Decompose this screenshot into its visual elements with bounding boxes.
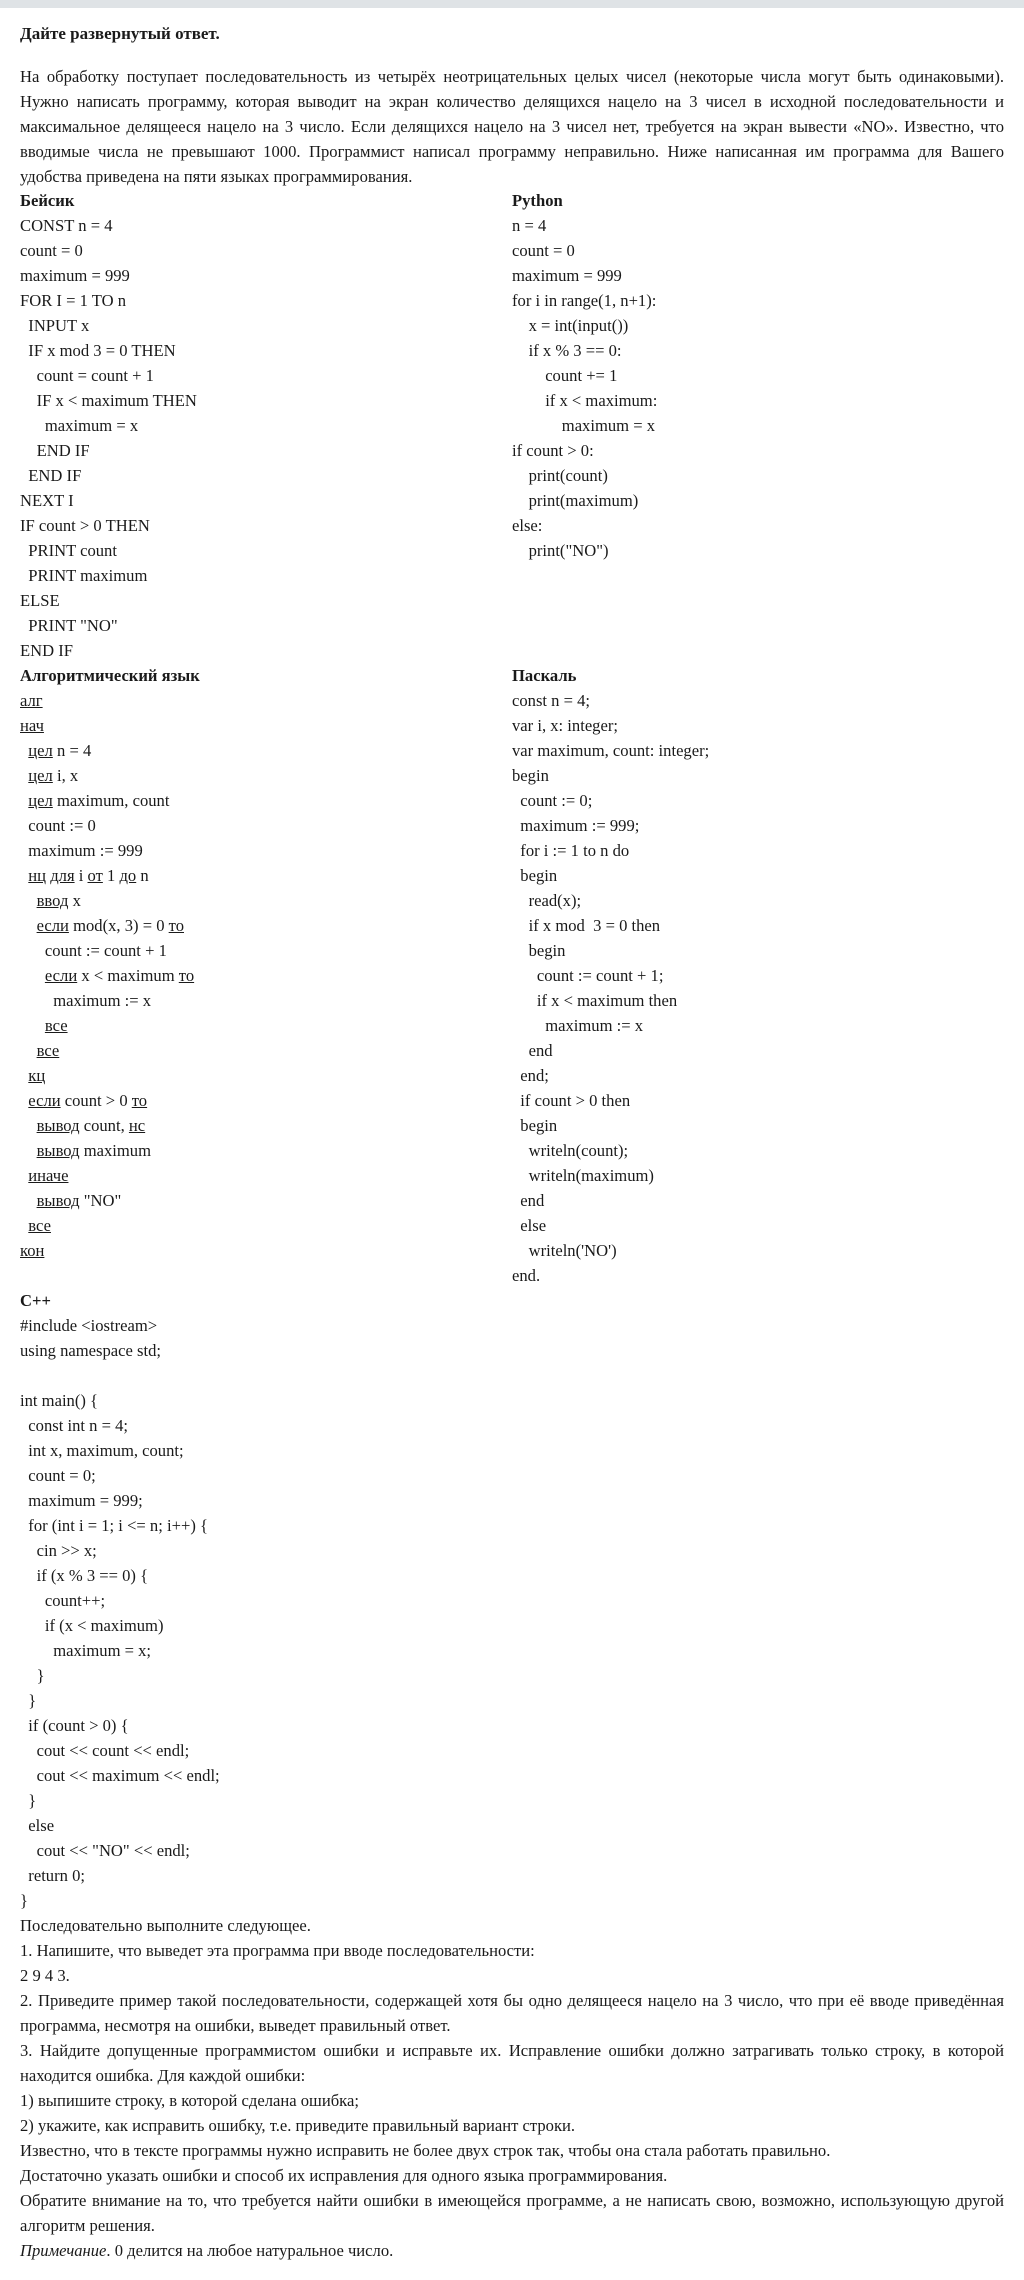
- pascal-code-line: end: [512, 1041, 553, 1060]
- cpp-code-line: if (x % 3 == 0) {: [20, 1566, 149, 1585]
- algo-code-line: нач: [20, 716, 44, 735]
- note-two-lines: Известно, что в тексте программы нужно исправить не более двух строк так, чтобы она стала работать правильно.: [20, 2141, 831, 2160]
- pascal-code-line: maximum := x: [512, 1016, 644, 1035]
- algo-code-line: count := 0: [28, 816, 96, 835]
- algo-code-line: ввод x: [36, 891, 81, 910]
- python-code-line: x = int(input()): [512, 316, 629, 335]
- python-code-line: print("NO"): [512, 541, 609, 560]
- cpp-code-line: else: [20, 1816, 55, 1835]
- cpp-code-line: maximum = x;: [20, 1641, 152, 1660]
- pascal-code-line: if x < maximum then: [512, 991, 678, 1010]
- pascal-code-line: writeln('NO'): [512, 1241, 617, 1260]
- basic-code-line: INPUT x: [20, 316, 90, 335]
- basic-code-line: maximum = 999: [20, 266, 130, 285]
- pascal-code-line: end: [512, 1191, 545, 1210]
- basic-code-line: maximum = x: [20, 416, 139, 435]
- pascal-code-line: count := 0;: [512, 791, 593, 810]
- pascal-code-line: count := count + 1;: [512, 966, 664, 985]
- python-code-line: if count > 0:: [512, 441, 594, 460]
- cpp-block: [20, 1288, 490, 1913]
- basic-code-line: PRINT count: [20, 541, 117, 560]
- basic-code-line: PRINT "NO": [20, 616, 118, 635]
- note-one-language: Достаточно указать ошибки и способ их исправления для одного языка программирования.: [20, 2166, 668, 2185]
- algo-code-line: maximum := 999: [28, 841, 143, 860]
- algo-code-line: кон: [20, 1241, 45, 1260]
- question-3-step-1: 1) выпишите строку, в которой сделана ошибка;: [20, 2091, 359, 2110]
- task-title: Дайте развернутый ответ.: [20, 24, 220, 43]
- basic-code-line: NEXT I: [20, 491, 74, 510]
- cpp-code-line: [20, 1363, 490, 1388]
- basic-code-line: count = count + 1: [20, 366, 154, 385]
- python-code-line: for i in range(1, n+1):: [512, 291, 657, 310]
- cpp-code-line: return 0;: [20, 1866, 85, 1885]
- cpp-code-line: cout << maximum << endl;: [20, 1766, 220, 1785]
- algo-code-line: кц: [28, 1066, 46, 1085]
- cpp-heading: C++: [20, 1291, 51, 1310]
- basic-code-line: IF count > 0 THEN: [20, 516, 150, 535]
- pascal-code-line: else: [512, 1216, 547, 1235]
- algo-code-line: если x < maximum то: [44, 966, 195, 985]
- algo-code-line: maximum := x: [53, 991, 152, 1010]
- cpp-code-line: if (count > 0) {: [20, 1716, 129, 1735]
- python-code-line: print(maximum): [512, 491, 639, 510]
- pascal-code-line: const n = 4;: [512, 691, 591, 710]
- pascal-code-line: var i, x: integer;: [512, 716, 618, 735]
- basic-code-line: IF x < maximum THEN: [20, 391, 197, 410]
- algo-code-line: все: [44, 1016, 68, 1035]
- cpp-code-line: const int n = 4;: [20, 1416, 128, 1435]
- pascal-code-line: if count > 0 then: [512, 1091, 631, 1110]
- pascal-code-line: for i := 1 to n do: [512, 841, 630, 860]
- cpp-code-line: count++;: [20, 1591, 106, 1610]
- cpp-code-line: }: [20, 1691, 37, 1710]
- cpp-code-line: }: [20, 1891, 28, 1910]
- algo-code-line: вывод maximum: [36, 1141, 152, 1160]
- pascal-code-line: end;: [512, 1066, 549, 1085]
- algo-code-line: цел maximum, count: [28, 791, 170, 810]
- algo-code-line: если mod(x, 3) = 0 то: [36, 916, 184, 935]
- basic-block: [20, 188, 490, 663]
- pascal-code-line: begin: [512, 941, 566, 960]
- questions-lead: Последовательно выполните следующее.: [20, 1916, 311, 1935]
- python-code-line: n = 4: [512, 216, 547, 235]
- remark: [20, 2238, 1004, 2263]
- algo-code-line: иначе: [28, 1166, 69, 1185]
- basic-code-line: END IF: [20, 466, 82, 485]
- basic-code-line: IF x mod 3 = 0 THEN: [20, 341, 176, 360]
- cpp-code-line: if (x < maximum): [20, 1616, 164, 1635]
- question-3-step-2: 2) укажите, как исправить ошибку, т.е. приведите правильный вариант строки.: [20, 2116, 576, 2135]
- python-code-line: if x % 3 == 0:: [512, 341, 622, 360]
- question-1: 1. Напишите, что выведет эта программа при вводе последовательности:: [20, 1941, 535, 1960]
- questions-block: [20, 1913, 1004, 2263]
- algo-block: [20, 663, 490, 1263]
- cpp-code-line: #include <iostream>: [20, 1316, 158, 1335]
- pascal-code-line: begin: [512, 1116, 558, 1135]
- python-heading: Python: [512, 191, 563, 210]
- python-code-line: count = 0: [512, 241, 575, 260]
- algo-code-line: вывод "NO": [36, 1191, 122, 1210]
- cpp-code-line: int main() {: [20, 1391, 99, 1410]
- question-1-sequence: 2 9 4 3.: [20, 1966, 70, 1985]
- basic-code-line: ELSE: [20, 591, 60, 610]
- python-code-line: count += 1: [512, 366, 618, 385]
- python-code-line: maximum = x: [512, 416, 656, 435]
- pascal-code-line: var maximum, count: integer;: [512, 741, 710, 760]
- basic-code-line: PRINT maximum: [20, 566, 148, 585]
- python-code-line: print(count): [512, 466, 608, 485]
- pascal-code-line: writeln(maximum): [512, 1166, 654, 1185]
- pascal-code-line: begin: [512, 766, 549, 785]
- basic-code-line: CONST n = 4: [20, 216, 113, 235]
- algo-code-line: все: [28, 1216, 51, 1235]
- pascal-heading: Паскаль: [512, 666, 577, 685]
- cpp-code-line: maximum = 999;: [20, 1491, 143, 1510]
- pascal-block: [512, 663, 982, 1288]
- algo-code-line: цел i, x: [28, 766, 79, 785]
- basic-code-line: count = 0: [20, 241, 83, 260]
- python-code: [512, 213, 982, 563]
- top-bar: [0, 0, 1024, 8]
- pascal-code-line: maximum := 999;: [512, 816, 640, 835]
- pascal-code-line: if x mod 3 = 0 then: [512, 916, 661, 935]
- cpp-code-line: int x, maximum, count;: [20, 1441, 184, 1460]
- basic-code: [20, 213, 490, 663]
- basic-heading: Бейсик: [20, 191, 75, 210]
- algo-code-line: если count > 0 то: [28, 1091, 148, 1110]
- task-intro: На обработку поступает последовательность из четырёх неотрицательных целых чисел (некоторые числа могут быть одинаковыми). Нужно написать программу, которая выводит на экран количество делящихся нацело на 3 чисел в исходной последовательности и максимальное делящееся нацело на 3 число. Если делящихся нацело на 3 чисел нет, требуется на экран вывести «NO». Известно, что вводимые числа не превышают 1000. Программист написал программу неправильно. Ниже написанная им программа для Вашего удобства приведена на пяти языках программирования.: [20, 67, 1004, 186]
- question-2: 2. Приведите пример такой последовательности, содержащей хотя бы одно делящееся нацело на 3 число, что при её вводе приведённая программа, несмотря на ошибки, выведет правильный ответ.: [20, 1991, 1004, 2035]
- basic-code-line: END IF: [20, 441, 90, 460]
- algo-code-line: все: [36, 1041, 60, 1060]
- cpp-code-line: cout << count << endl;: [20, 1741, 190, 1760]
- pascal-code-line: writeln(count);: [512, 1141, 629, 1160]
- pascal-code: [512, 688, 982, 1288]
- remark-text: . 0 делится на любое натуральное число.: [106, 2241, 394, 2260]
- algo-code: [20, 688, 490, 1263]
- cpp-code-line: cin >> x;: [20, 1541, 97, 1560]
- python-code-line: else:: [512, 516, 543, 535]
- algo-code-line: алг: [20, 691, 43, 710]
- python-code-line: maximum = 999: [512, 266, 622, 285]
- cpp-code-line: }: [20, 1791, 37, 1810]
- pascal-code-line: read(x);: [512, 891, 582, 910]
- algo-code-line: цел n = 4: [28, 741, 92, 760]
- question-3: 3. Найдите допущенные программистом ошибки и исправьте их. Исправление ошибки должно затрагивать только строку, в которой находится ошибка. Для каждой ошибки:: [20, 2041, 1004, 2085]
- note-find-errors: Обратите внимание на то, что требуется найти ошибки в имеющейся программе, а не написать свою, возможно, использующую другой алгоритм решения.: [20, 2191, 1004, 2235]
- python-code-line: if x < maximum:: [512, 391, 658, 410]
- pascal-code-line: end.: [512, 1266, 541, 1285]
- basic-code-line: END IF: [20, 641, 74, 660]
- cpp-code: [20, 1313, 490, 1913]
- pascal-code-line: begin: [512, 866, 558, 885]
- cpp-code-line: }: [20, 1666, 45, 1685]
- remark-label: Примечание: [20, 2241, 107, 2260]
- cpp-code-line: cout << "NO" << endl;: [20, 1841, 190, 1860]
- basic-code-line: FOR I = 1 TO n: [20, 291, 127, 310]
- algo-code-line: нц для i от 1 до n: [28, 866, 149, 885]
- algo-code-line: count := count + 1: [44, 941, 167, 960]
- cpp-code-line: count = 0;: [20, 1466, 96, 1485]
- cpp-code-line: using namespace std;: [20, 1341, 162, 1360]
- python-block: [512, 188, 982, 563]
- cpp-code-line: for (int i = 1; i <= n; i++) {: [20, 1516, 208, 1535]
- algo-code-line: вывод count, нс: [36, 1116, 146, 1135]
- algo-heading: Алгоритмический язык: [20, 666, 200, 685]
